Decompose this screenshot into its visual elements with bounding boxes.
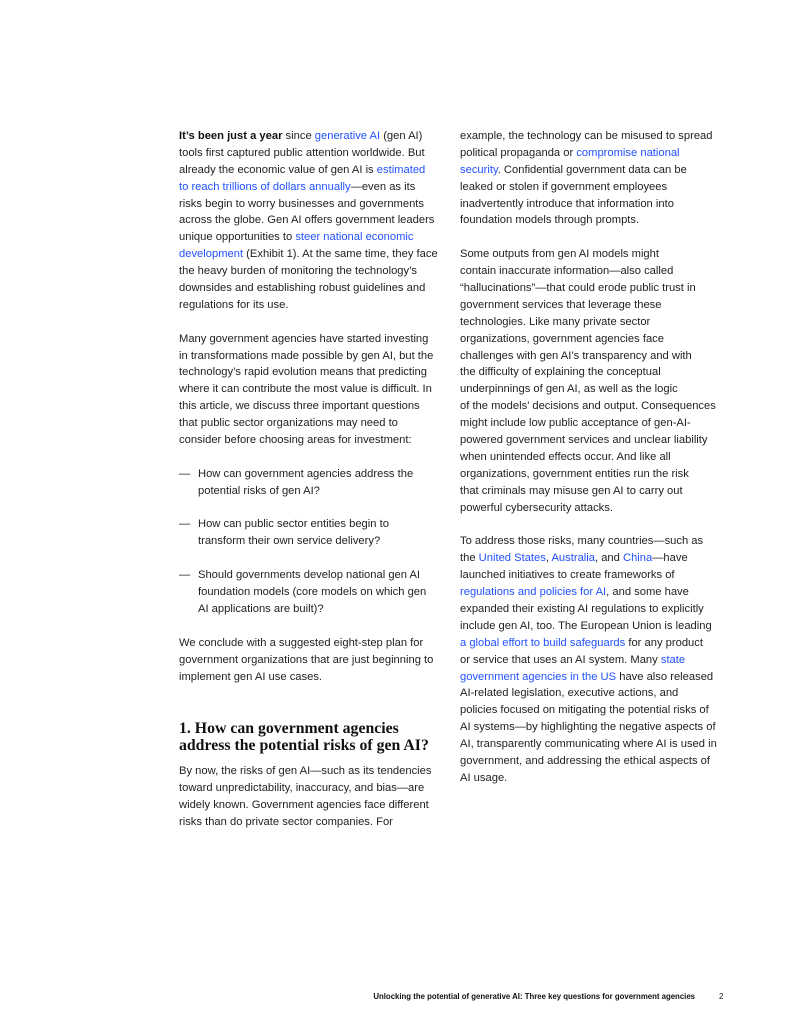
- hallucinations-paragraph: [460, 246, 730, 516]
- text-run: —even as its: [350, 180, 416, 193]
- text-line: [460, 297, 730, 314]
- text-line: [460, 179, 730, 196]
- inline-link[interactable]: security: [460, 163, 498, 176]
- right-column: [460, 128, 730, 787]
- text-run: contain inaccurate information—also called: [460, 265, 674, 278]
- text-run: that public sector organizations may need to: [179, 417, 398, 430]
- text-run: for any product: [625, 636, 703, 649]
- text-line: [460, 128, 730, 145]
- text-line: [460, 702, 730, 719]
- text-line: [460, 398, 730, 415]
- text-line: [179, 179, 447, 196]
- text-line: [460, 736, 730, 753]
- bullet-item: — Should governments develop national gen AI foundation models (core models on which gen AI applications are built)?: [179, 569, 427, 615]
- text-line: [179, 814, 447, 831]
- text-run: government organizations that are just beginning to: [179, 653, 434, 666]
- text-line: [460, 550, 730, 567]
- text-line: [179, 212, 447, 229]
- text-line: [179, 162, 447, 179]
- text-run: example, the technology can be misused to spread: [460, 130, 713, 142]
- text-run: powerful cybersecurity attacks.: [460, 501, 613, 514]
- inline-link[interactable]: United States: [478, 552, 546, 565]
- inline-link[interactable]: steer national economic: [295, 231, 414, 244]
- text-run: widely known. Government agencies face different: [179, 799, 429, 812]
- text-run: might include low public acceptance of gen-AI-: [460, 417, 691, 430]
- text-line: [179, 229, 447, 246]
- text-run: . Confidential government data can be: [497, 163, 687, 176]
- text-line: [179, 145, 447, 162]
- text-run: organizations, government entities run the risk: [460, 467, 689, 480]
- text-line: [460, 196, 730, 213]
- text-run: AI, transparently communicating where AI is used in: [460, 738, 717, 751]
- inline-link[interactable]: regulations and policies for AI: [460, 586, 607, 599]
- text-line: [460, 364, 730, 381]
- text-line: [460, 212, 730, 229]
- text-run: the: [460, 552, 479, 565]
- text-run: government services that leverage these: [460, 298, 662, 311]
- text-run: , and some have: [606, 586, 689, 599]
- text-run: Many government agencies have started investing: [179, 332, 429, 345]
- inline-link[interactable]: to reach trillions of dollars annually: [179, 180, 351, 193]
- text-run: foundation models through prompts.: [460, 214, 640, 227]
- text-line: [460, 652, 730, 669]
- text-line: [460, 719, 730, 736]
- inline-link[interactable]: compromise national: [576, 146, 680, 159]
- text-run: political propaganda or: [460, 146, 577, 159]
- text-run: in transformations made possible by gen AI, but the: [179, 349, 434, 362]
- text-line: [179, 196, 447, 213]
- text-line: [460, 145, 730, 162]
- text-run: already the economic value of gen AI is: [179, 163, 377, 176]
- text-run: To address those risks, many countries—such as: [460, 535, 704, 548]
- text-run: of the models’ decisions and output. Consequences: [460, 400, 716, 413]
- left-column: [179, 128, 447, 831]
- text-run: Some outputs from gen AI models might: [460, 248, 659, 261]
- text-run: ,: [545, 552, 552, 565]
- text-run: regulations for its use.: [179, 298, 289, 311]
- text-line: [179, 415, 447, 432]
- conclusion-paragraph: [179, 635, 447, 686]
- text-line: [179, 398, 447, 415]
- text-line: [179, 797, 447, 814]
- text-run: have also released: [616, 670, 714, 683]
- text-line: [460, 635, 730, 652]
- text-line: [179, 348, 447, 365]
- text-line: [460, 314, 730, 331]
- text-run: this article, we discuss three important questions: [179, 400, 420, 413]
- section-heading: 1. How can government agencies address the potential risks of gen AI?: [179, 720, 429, 755]
- text-line: [460, 331, 730, 348]
- text-line: [179, 246, 447, 263]
- footer-title: Unlocking the potential of generative AI: Three key questions for government agencies: [373, 992, 695, 1001]
- text-line: [179, 364, 447, 381]
- text-line: [460, 618, 730, 635]
- text-line: [460, 449, 730, 466]
- text-run: inadvertently introduce that information into: [460, 197, 674, 210]
- bullet-item: — How can public sector entities begin to transform their own service delivery?: [179, 518, 389, 548]
- text-run: By now, the risks of gen AI—such as its tendencies: [179, 765, 432, 778]
- text-run: expanded their existing AI regulations to explicitly: [460, 602, 704, 615]
- text-run: risks than do private sector companies. For: [179, 815, 393, 828]
- text-line: [179, 652, 447, 669]
- text-line: [460, 348, 730, 365]
- intro-paragraph: [179, 128, 447, 314]
- text-run: technologies. Like many private sector: [460, 315, 651, 328]
- text-line: [179, 669, 447, 686]
- inline-link[interactable]: state: [660, 653, 686, 666]
- bold-lead-in: It’s been just a year: [179, 130, 283, 142]
- questions-list: [179, 466, 447, 618]
- inline-link[interactable]: Australia: [551, 552, 595, 565]
- text-run: since: [282, 130, 315, 142]
- text-line: [179, 381, 447, 398]
- inline-link[interactable]: government agencies in the US: [460, 670, 617, 683]
- bullet-dash: —: [179, 569, 191, 582]
- text-run: government, and addressing the ethical aspects of: [460, 754, 711, 767]
- bullet-dash: —: [179, 467, 191, 480]
- text-line: [460, 567, 730, 584]
- text-run: leaked or stolen if government employees: [460, 180, 668, 193]
- text-line: [179, 763, 447, 780]
- inline-link[interactable]: generative AI: [314, 130, 381, 142]
- inline-link[interactable]: estimated: [376, 163, 426, 176]
- text-run: powered government services and unclear liability: [460, 434, 708, 447]
- text-run: toward unpredictability, inaccuracy, and bias—are: [179, 782, 425, 795]
- text-run: tools first captured public attention worldwide. But: [179, 146, 425, 159]
- text-run: that criminals may misuse gen AI to carry out: [460, 484, 683, 497]
- investment-paragraph: [179, 331, 447, 449]
- text-run: —have: [652, 552, 688, 565]
- text-line: [460, 246, 730, 263]
- text-run: downsides and establishing robust guidelines and: [179, 282, 426, 295]
- text-line: [460, 601, 730, 618]
- text-run: consider before choosing areas for investment:: [179, 434, 412, 447]
- page-footer: [0, 992, 791, 1006]
- risks-paragraph: [179, 763, 447, 831]
- text-run: the heavy burden of monitoring the technology’s: [179, 265, 417, 278]
- text-line: [460, 533, 730, 550]
- text-run: when unintended effects occur. And like all: [460, 450, 671, 463]
- text-line: [460, 162, 730, 179]
- text-run: organizations, government agencies face: [460, 332, 664, 345]
- text-line: [460, 280, 730, 297]
- text-run: launched initiatives to create frameworks of: [460, 569, 675, 582]
- inline-link[interactable]: a global effort to build safeguards: [460, 636, 626, 649]
- text-run: underpinnings of gen AI, as well as the logic: [460, 383, 678, 396]
- text-run: challenges with gen AI’s transparency and with: [460, 349, 692, 362]
- text-run: unique opportunities to: [179, 231, 296, 244]
- text-run: We conclude with a suggested eight-step plan for: [179, 636, 424, 649]
- text-line: [460, 263, 730, 280]
- text-run: risks begin to worry businesses and governments: [179, 197, 424, 210]
- text-line: [460, 685, 730, 702]
- text-line: [460, 466, 730, 483]
- text-line: [460, 669, 730, 686]
- inline-link[interactable]: development: [179, 248, 244, 261]
- text-line: [179, 297, 447, 314]
- text-line: [460, 432, 730, 449]
- text-run: (Exhibit 1). At the same time, they face: [243, 248, 438, 261]
- regulation-paragraph: [460, 533, 730, 786]
- text-run: , and: [594, 552, 623, 565]
- text-run: across the globe. Gen AI offers government leaders: [179, 214, 435, 227]
- page-number: 2: [719, 992, 724, 1001]
- text-run: (gen AI): [380, 130, 423, 142]
- text-line: [179, 128, 447, 145]
- text-run: the difficulty of explaining the conceptual: [460, 366, 661, 379]
- text-line: [179, 432, 447, 449]
- text-line: [179, 280, 447, 297]
- text-line: [460, 483, 730, 500]
- text-run: “hallucinations”—that could erode public trust in: [460, 282, 696, 295]
- text-run: AI-related legislation, executive actions, and: [460, 687, 679, 700]
- text-line: [179, 263, 447, 280]
- text-line: [179, 331, 447, 348]
- bullet-item: — How can government agencies address the potential risks of gen AI?: [179, 467, 414, 497]
- text-line: [179, 635, 447, 652]
- text-line: [460, 500, 730, 517]
- text-run: include gen AI, too. The European Union is leading: [460, 619, 712, 632]
- text-run: where it can contribute the most value is difficult. In: [179, 383, 432, 396]
- text-line: [460, 770, 730, 787]
- text-line: [460, 753, 730, 770]
- text-line: [460, 381, 730, 398]
- text-run: AI usage.: [460, 771, 508, 784]
- text-line: [179, 780, 447, 797]
- text-line: [460, 584, 730, 601]
- text-run: policies focused on mitigating the potential risks of: [460, 704, 709, 717]
- inline-link[interactable]: China: [622, 552, 653, 565]
- text-line: [460, 415, 730, 432]
- text-run: or service that uses an AI system. Many: [460, 653, 661, 666]
- bullet-dash: —: [179, 518, 191, 531]
- text-run: technology’s rapid evolution means that predicting: [179, 366, 427, 379]
- text-run: AI systems—by highlighting the negative aspects of: [460, 721, 716, 734]
- text-run: implement gen AI use cases.: [179, 670, 323, 683]
- misuse-paragraph: [460, 128, 730, 229]
